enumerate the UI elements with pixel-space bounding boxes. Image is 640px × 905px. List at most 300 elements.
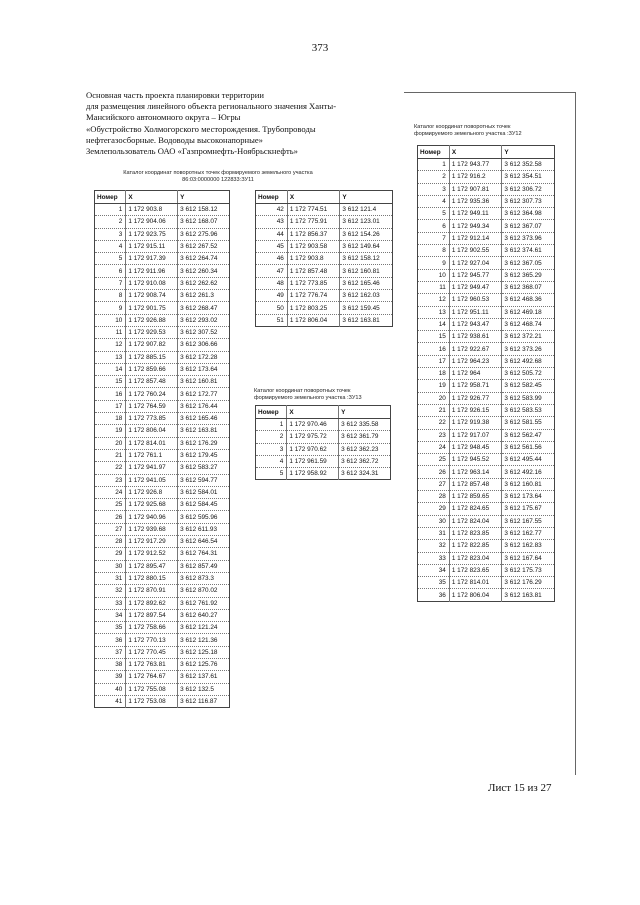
- x-coordinate-cell: 1 172 892.62: [126, 597, 178, 609]
- x-coordinate-cell: 1 172 870.91: [126, 585, 178, 597]
- header-line: Мансийского автономного округа – Югры: [86, 112, 241, 123]
- x-coordinate-cell: 1 172 880.15: [126, 572, 178, 584]
- point-number-cell: 16: [95, 388, 126, 400]
- y-coordinate-cell: 3 612 121.24: [178, 622, 230, 634]
- point-number-cell: 40: [95, 683, 126, 695]
- y-coordinate-cell: 3 612 262.62: [178, 277, 230, 289]
- x-coordinate-cell: 1 172 948.45: [449, 441, 502, 453]
- point-number-cell: 11: [418, 281, 450, 293]
- table-row: [256, 455, 391, 467]
- y-coordinate-cell: 3 612 307.52: [178, 326, 230, 338]
- x-coordinate-cell: 1 172 857.48: [449, 478, 502, 490]
- x-coordinate-cell: 1 172 773.85: [287, 277, 340, 289]
- table-row: [95, 499, 230, 511]
- table-row: [418, 195, 555, 207]
- point-number-cell: 30: [418, 515, 450, 527]
- y-coordinate-cell: 3 612 163.81: [502, 589, 555, 601]
- y-coordinate-cell: 3 612 873.3: [178, 572, 230, 584]
- y-coordinate-cell: 3 612 335.58: [339, 419, 391, 431]
- table-row: [95, 265, 230, 277]
- y-coordinate-cell: 3 612 163.81: [340, 314, 393, 326]
- point-number-cell: 4: [256, 455, 287, 467]
- point-number-cell: 46: [256, 253, 288, 265]
- y-coordinate-cell: 3 612 583.53: [502, 404, 555, 416]
- point-number-cell: 31: [95, 572, 126, 584]
- column-header: X: [287, 406, 339, 419]
- table-row: [418, 527, 555, 539]
- table-row: [95, 486, 230, 498]
- point-number-cell: 26: [95, 511, 126, 523]
- point-number-cell: 37: [95, 646, 126, 658]
- y-coordinate-cell: 3 612 179.45: [178, 449, 230, 461]
- point-number-cell: 29: [95, 548, 126, 560]
- point-number-cell: 34: [418, 564, 450, 576]
- point-number-cell: 12: [418, 294, 450, 306]
- point-number-cell: 48: [256, 277, 288, 289]
- table-row: [95, 228, 230, 240]
- point-number-cell: 7: [418, 232, 450, 244]
- point-number-cell: 32: [418, 540, 450, 552]
- table-row: [256, 240, 393, 252]
- point-number-cell: 5: [95, 253, 126, 265]
- x-coordinate-cell: 1 172 917.29: [126, 536, 178, 548]
- x-coordinate-cell: 1 172 776.74: [287, 290, 340, 302]
- point-number-cell: 33: [95, 597, 126, 609]
- table-row: [418, 515, 555, 527]
- point-number-cell: 13: [418, 306, 450, 318]
- x-coordinate-cell: 1 172 926.8: [126, 486, 178, 498]
- table-header-row: [256, 191, 393, 204]
- point-number-cell: 47: [256, 265, 288, 277]
- x-coordinate-cell: 1 172 903.8: [287, 253, 340, 265]
- table-row: [418, 552, 555, 564]
- x-coordinate-cell: 1 172 773.85: [126, 413, 178, 425]
- table-row: [256, 228, 393, 240]
- x-coordinate-cell: 1 172 822.85: [449, 540, 502, 552]
- point-number-cell: 6: [418, 220, 450, 232]
- table-row: [95, 351, 230, 363]
- point-number-cell: 3: [256, 443, 287, 455]
- y-coordinate-cell: 3 612 306.66: [178, 339, 230, 351]
- table-row: [256, 204, 393, 216]
- point-number-cell: 24: [418, 441, 450, 453]
- x-coordinate-cell: 1 172 856.37: [287, 228, 340, 240]
- x-coordinate-cell: 1 172 938.61: [449, 331, 502, 343]
- x-coordinate-cell: 1 172 912.14: [449, 232, 502, 244]
- point-number-cell: 2: [256, 431, 287, 443]
- table-row: [418, 491, 555, 503]
- table-row: [95, 449, 230, 461]
- point-number-cell: 13: [95, 351, 126, 363]
- x-coordinate-cell: 1 172 923.75: [126, 228, 178, 240]
- y-coordinate-cell: 3 612 121.36: [178, 634, 230, 646]
- point-number-cell: 10: [418, 269, 450, 281]
- x-coordinate-cell: 1 172 904.06: [126, 216, 178, 228]
- point-number-cell: 22: [95, 462, 126, 474]
- x-coordinate-cell: 1 172 814.01: [126, 437, 178, 449]
- point-number-cell: 31: [418, 527, 450, 539]
- y-coordinate-cell: 3 612 361.79: [339, 431, 391, 443]
- y-coordinate-cell: 3 612 582.45: [502, 380, 555, 392]
- point-number-cell: 19: [95, 425, 126, 437]
- x-coordinate-cell: 1 172 764.67: [126, 671, 178, 683]
- point-number-cell: 32: [95, 585, 126, 597]
- point-number-cell: 16: [418, 343, 450, 355]
- x-coordinate-cell: 1 172 823.04: [449, 552, 502, 564]
- y-coordinate-cell: 3 612 362.72: [339, 455, 391, 467]
- table-row: [95, 536, 230, 548]
- table-row: [256, 253, 393, 265]
- table-row: [418, 429, 555, 441]
- point-number-cell: 35: [418, 577, 450, 589]
- point-number-cell: 19: [418, 380, 450, 392]
- y-coordinate-cell: 3 612 268.47: [178, 302, 230, 314]
- point-number-cell: 4: [95, 240, 126, 252]
- coordinate-table-zu12: [417, 145, 555, 602]
- column-header: Номер: [95, 191, 126, 204]
- point-number-cell: 9: [418, 257, 450, 269]
- y-coordinate-cell: 3 612 374.61: [502, 245, 555, 257]
- table-row: [256, 468, 391, 480]
- table-row: [95, 204, 230, 216]
- table-row: [418, 441, 555, 453]
- table-row: [95, 658, 230, 670]
- x-coordinate-cell: 1 172 951.11: [449, 306, 502, 318]
- table-row: [95, 548, 230, 560]
- y-coordinate-cell: 3 612 160.81: [340, 265, 393, 277]
- x-coordinate-cell: 1 172 911.96: [126, 265, 178, 277]
- point-number-cell: 49: [256, 290, 288, 302]
- y-coordinate-cell: 3 612 137.61: [178, 671, 230, 683]
- table-row: [256, 216, 393, 228]
- x-coordinate-cell: 1 172 949.11: [449, 208, 502, 220]
- table-caption-zu13: [254, 388, 362, 402]
- x-coordinate-cell: 1 172 903.8: [126, 204, 178, 216]
- x-coordinate-cell: 1 172 908.74: [126, 290, 178, 302]
- y-coordinate-cell: 3 612 561.56: [502, 441, 555, 453]
- x-coordinate-cell: 1 172 907.81: [449, 183, 502, 195]
- x-coordinate-cell: 1 172 824.04: [449, 515, 502, 527]
- point-number-cell: 34: [95, 609, 126, 621]
- x-coordinate-cell: 1 172 941.97: [126, 462, 178, 474]
- point-number-cell: 3: [95, 228, 126, 240]
- x-coordinate-cell: 1 172 943.47: [449, 318, 502, 330]
- x-coordinate-cell: 1 172 922.67: [449, 343, 502, 355]
- point-number-cell: 14: [95, 363, 126, 375]
- table-row: [95, 277, 230, 289]
- x-coordinate-cell: 1 172 857.48: [287, 265, 340, 277]
- point-number-cell: 23: [95, 474, 126, 486]
- y-coordinate-cell: 3 612 584.45: [178, 499, 230, 511]
- x-coordinate-cell: 1 172 925.68: [126, 499, 178, 511]
- point-number-cell: 27: [95, 523, 126, 535]
- column-header: Y: [340, 191, 393, 204]
- y-coordinate-cell: 3 612 583.99: [502, 392, 555, 404]
- point-number-cell: 41: [95, 695, 126, 707]
- y-coordinate-cell: 3 612 306.72: [502, 183, 555, 195]
- y-coordinate-cell: 3 612 168.07: [178, 216, 230, 228]
- point-number-cell: 2: [418, 171, 450, 183]
- y-coordinate-cell: 3 612 372.21: [502, 331, 555, 343]
- table-row: [418, 343, 555, 355]
- point-number-cell: 24: [95, 486, 126, 498]
- table-row: [95, 511, 230, 523]
- point-number-cell: 30: [95, 560, 126, 572]
- y-coordinate-cell: 3 612 352.58: [502, 159, 555, 171]
- y-coordinate-cell: 3 612 260.34: [178, 265, 230, 277]
- caption-line: формируемого земельного участка :ЗУ12: [414, 131, 522, 137]
- point-number-cell: 26: [418, 466, 450, 478]
- table-row: [418, 257, 555, 269]
- table-row: [95, 585, 230, 597]
- table-row: [95, 646, 230, 658]
- y-coordinate-cell: 3 612 469.18: [502, 306, 555, 318]
- table-row: [95, 622, 230, 634]
- x-coordinate-cell: 1 172 764.59: [126, 400, 178, 412]
- x-coordinate-cell: 1 172 803.25: [287, 302, 340, 314]
- table-row: [418, 577, 555, 589]
- x-coordinate-cell: 1 172 961.59: [287, 455, 339, 467]
- y-coordinate-cell: 3 612 492.16: [502, 466, 555, 478]
- column-header: Y: [178, 191, 230, 204]
- table-row: [418, 380, 555, 392]
- x-coordinate-cell: 1 172 902.55: [449, 245, 502, 257]
- x-coordinate-cell: 1 172 770.45: [126, 646, 178, 658]
- table-row: [95, 523, 230, 535]
- y-coordinate-cell: 3 612 176.44: [178, 400, 230, 412]
- x-coordinate-cell: 1 172 824.65: [449, 503, 502, 515]
- x-coordinate-cell: 1 172 945.52: [449, 454, 502, 466]
- x-coordinate-cell: 1 172 760.24: [126, 388, 178, 400]
- point-number-cell: 11: [95, 326, 126, 338]
- y-coordinate-cell: 3 612 163.81: [178, 425, 230, 437]
- table-row: [95, 363, 230, 375]
- point-number-cell: 50: [256, 302, 288, 314]
- point-number-cell: 18: [95, 413, 126, 425]
- point-number-cell: 21: [95, 449, 126, 461]
- y-coordinate-cell: 3 612 764.31: [178, 548, 230, 560]
- x-coordinate-cell: 1 172 806.04: [287, 314, 340, 326]
- y-coordinate-cell: 3 612 373.96: [502, 232, 555, 244]
- table-row: [95, 413, 230, 425]
- x-coordinate-cell: 1 172 814.01: [449, 577, 502, 589]
- x-coordinate-cell: 1 172 970.46: [287, 419, 339, 431]
- y-coordinate-cell: 3 612 165.46: [178, 413, 230, 425]
- x-coordinate-cell: 1 172 763.81: [126, 658, 178, 670]
- frame-right-line: [575, 92, 576, 775]
- y-coordinate-cell: 3 612 492.68: [502, 355, 555, 367]
- point-number-cell: 20: [95, 437, 126, 449]
- column-header: X: [287, 191, 340, 204]
- caption-line: формируемого земельного участка :ЗУ13: [254, 395, 362, 401]
- y-coordinate-cell: 3 612 562.47: [502, 429, 555, 441]
- table-row: [95, 216, 230, 228]
- table-row: [418, 454, 555, 466]
- sheet-label: Лист 15 из 27: [488, 782, 552, 794]
- x-coordinate-cell: 1 172 770.13: [126, 634, 178, 646]
- frame-top-line: [404, 92, 576, 93]
- y-coordinate-cell: 3 612 364.98: [502, 208, 555, 220]
- point-number-cell: 25: [95, 499, 126, 511]
- table-row: [418, 540, 555, 552]
- y-coordinate-cell: 3 612 121.4: [340, 204, 393, 216]
- y-coordinate-cell: 3 612 149.64: [340, 240, 393, 252]
- y-coordinate-cell: 3 612 165.46: [340, 277, 393, 289]
- point-number-cell: 10: [95, 314, 126, 326]
- x-coordinate-cell: 1 172 919.38: [449, 417, 502, 429]
- table-caption-zu12: [414, 124, 522, 138]
- caption-line: Каталог координат поворотных точек: [254, 388, 351, 394]
- y-coordinate-cell: 3 612 611.93: [178, 523, 230, 535]
- y-coordinate-cell: 3 612 261.3: [178, 290, 230, 302]
- table-row: [256, 419, 391, 431]
- point-number-cell: 39: [95, 671, 126, 683]
- y-coordinate-cell: 3 612 870.02: [178, 585, 230, 597]
- table-row: [256, 302, 393, 314]
- x-coordinate-cell: 1 172 761.1: [126, 449, 178, 461]
- x-coordinate-cell: 1 172 929.53: [126, 326, 178, 338]
- x-coordinate-cell: 1 172 960.53: [449, 294, 502, 306]
- x-coordinate-cell: 1 172 917.39: [126, 253, 178, 265]
- y-coordinate-cell: 3 612 373.26: [502, 343, 555, 355]
- x-coordinate-cell: 1 172 915.11: [126, 240, 178, 252]
- y-coordinate-cell: 3 612 154.26: [340, 228, 393, 240]
- table-row: [95, 314, 230, 326]
- x-coordinate-cell: 1 172 895.47: [126, 560, 178, 572]
- y-coordinate-cell: 3 612 176.29: [178, 437, 230, 449]
- point-number-cell: 1: [418, 159, 450, 171]
- table-row: [95, 560, 230, 572]
- y-coordinate-cell: 3 612 162.83: [502, 540, 555, 552]
- y-coordinate-cell: 3 612 160.81: [178, 376, 230, 388]
- table-row: [418, 392, 555, 404]
- point-number-cell: 28: [95, 536, 126, 548]
- x-coordinate-cell: 1 172 755.08: [126, 683, 178, 695]
- x-coordinate-cell: 1 172 949.34: [449, 220, 502, 232]
- x-coordinate-cell: 1 172 806.04: [449, 589, 502, 601]
- table-row: [95, 400, 230, 412]
- point-number-cell: 44: [256, 228, 288, 240]
- table-row: [418, 318, 555, 330]
- point-number-cell: 33: [418, 552, 450, 564]
- x-coordinate-cell: 1 172 939.68: [126, 523, 178, 535]
- point-number-cell: 45: [256, 240, 288, 252]
- column-header: Y: [502, 146, 555, 159]
- y-coordinate-cell: 3 612 162.77: [502, 527, 555, 539]
- x-coordinate-cell: 1 172 903.58: [287, 240, 340, 252]
- column-header: Номер: [256, 406, 287, 419]
- table-row: [95, 302, 230, 314]
- point-number-cell: 43: [256, 216, 288, 228]
- x-coordinate-cell: 1 172 910.08: [126, 277, 178, 289]
- point-number-cell: 1: [95, 204, 126, 216]
- column-header: X: [449, 146, 502, 159]
- table-row: [418, 220, 555, 232]
- y-coordinate-cell: 3 612 160.81: [502, 478, 555, 490]
- x-coordinate-cell: 1 172 940.96: [126, 511, 178, 523]
- point-number-cell: 15: [95, 376, 126, 388]
- y-coordinate-cell: 3 612 324.31: [339, 468, 391, 480]
- table-row: [256, 277, 393, 289]
- table-row: [95, 388, 230, 400]
- table-row: [256, 314, 393, 326]
- x-coordinate-cell: 1 172 775.91: [287, 216, 340, 228]
- coordinate-table-zu11-continued: [255, 190, 393, 327]
- point-number-cell: 1: [256, 419, 287, 431]
- y-coordinate-cell: 3 612 468.36: [502, 294, 555, 306]
- x-coordinate-cell: 1 172 964: [449, 368, 502, 380]
- table-row: [418, 245, 555, 257]
- y-coordinate-cell: 3 612 275.96: [178, 228, 230, 240]
- table-row: [95, 339, 230, 351]
- table-row: [418, 589, 555, 601]
- point-number-cell: 35: [95, 622, 126, 634]
- table-row: [95, 376, 230, 388]
- x-coordinate-cell: 1 172 958.92: [287, 468, 339, 480]
- y-coordinate-cell: 3 612 175.73: [502, 564, 555, 576]
- point-number-cell: 7: [95, 277, 126, 289]
- point-number-cell: 38: [95, 658, 126, 670]
- x-coordinate-cell: 1 172 935.36: [449, 195, 502, 207]
- x-coordinate-cell: 1 172 945.77: [449, 269, 502, 281]
- x-coordinate-cell: 1 172 897.54: [126, 609, 178, 621]
- point-number-cell: 27: [418, 478, 450, 490]
- y-coordinate-cell: 3 612 132.5: [178, 683, 230, 695]
- header-line: Основная часть проекта планировки территории: [86, 90, 264, 100]
- header-line: нефтегазосборные. Водоводы высоконапорные»: [86, 134, 263, 145]
- table-row: [95, 634, 230, 646]
- table-row: [418, 294, 555, 306]
- point-number-cell: 9: [95, 302, 126, 314]
- y-coordinate-cell: 3 612 594.77: [178, 474, 230, 486]
- y-coordinate-cell: 3 612 595.96: [178, 511, 230, 523]
- x-coordinate-cell: 1 172 941.05: [126, 474, 178, 486]
- y-coordinate-cell: 3 612 584.01: [178, 486, 230, 498]
- x-coordinate-cell: 1 172 949.47: [449, 281, 502, 293]
- table-row: [418, 355, 555, 367]
- x-coordinate-cell: 1 172 857.48: [126, 376, 178, 388]
- table-row: [95, 597, 230, 609]
- x-coordinate-cell: 1 172 970.62: [287, 443, 339, 455]
- table-row: [418, 503, 555, 515]
- table-row: [95, 695, 230, 707]
- table-row: [418, 466, 555, 478]
- x-coordinate-cell: 1 172 758.66: [126, 622, 178, 634]
- y-coordinate-cell: 3 612 264.74: [178, 253, 230, 265]
- y-coordinate-cell: 3 612 159.45: [340, 302, 393, 314]
- table-row: [418, 208, 555, 220]
- y-coordinate-cell: 3 612 354.51: [502, 171, 555, 183]
- y-coordinate-cell: 3 612 125.76: [178, 658, 230, 670]
- column-header: Номер: [256, 191, 288, 204]
- table-row: [95, 290, 230, 302]
- x-coordinate-cell: 1 172 859.65: [449, 491, 502, 503]
- x-coordinate-cell: 1 172 753.08: [126, 695, 178, 707]
- x-coordinate-cell: 1 172 885.15: [126, 351, 178, 363]
- coordinate-table-zu13: [255, 405, 391, 480]
- table-row: [95, 671, 230, 683]
- point-number-cell: 12: [95, 339, 126, 351]
- point-number-cell: 15: [418, 331, 450, 343]
- x-coordinate-cell: 1 172 774.51: [287, 204, 340, 216]
- point-number-cell: 21: [418, 404, 450, 416]
- y-coordinate-cell: 3 612 761.92: [178, 597, 230, 609]
- y-coordinate-cell: 3 612 172.77: [178, 388, 230, 400]
- table-row: [95, 240, 230, 252]
- x-coordinate-cell: 1 172 806.04: [126, 425, 178, 437]
- x-coordinate-cell: 1 172 917.07: [449, 429, 502, 441]
- column-header: X: [126, 191, 178, 204]
